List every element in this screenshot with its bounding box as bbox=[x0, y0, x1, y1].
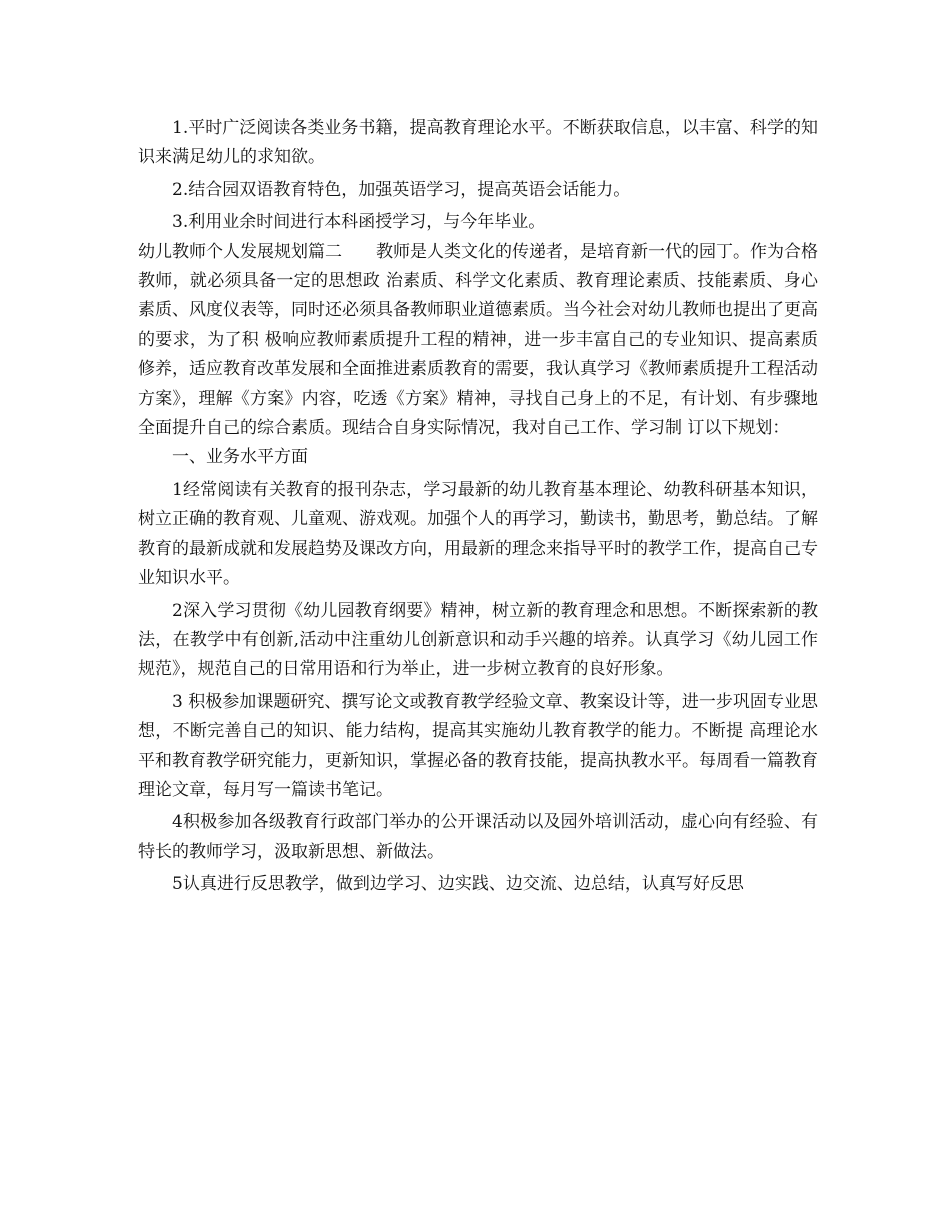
paragraph-4: 幼儿教师个人发展规划篇二 教师是人类文化的传递者，是培育新一代的园丁。作为合格教师，就必须具备一定的思想政 治素质、科学文化素质、教育理论素质、技能素质、身心素质、风度仪表等，同时还必须具备教师职业道德素质。当今社会对幼儿教师也提出了更高的要求，为了积 极响应教师素质提升工程的精神，进一步丰富自己的专业知识、提高素质修养，适应教育改革发展和全面推进素质教育的需要，我认真学习《教师素质提升工程活动 方案》，理解《方案》内容，吃透《方案》精神，寻找自己身上的不足，有计划、有步骤地全面提升自己的综合素质。现结合自身实际情况，我对自己工作、学习制 订以下规划： bbox=[138, 241, 818, 439]
paragraph-3: 3.利用业余时间进行本科函授学习，与今年毕业。 bbox=[172, 212, 546, 233]
paragraph-1: 1.平时广泛阅读各类业务书籍，提高教育理论水平。不断获取信息，以丰富、科学的知识来满足幼儿的求知欲。 bbox=[138, 118, 818, 168]
section-heading-business: 一、业务水平方面 bbox=[172, 447, 308, 468]
paragraph-2: 2.结合园双语教育特色，加强英语学习，提高英语会话能力。 bbox=[172, 179, 631, 200]
paragraph-8: 3 积极参加课题研究、撰写论文或教育教学经验文章、教案设计等，进一步巩固专业思想，不断完善自己的知识、能力结构，提高其实施幼儿教育教学的能力。不断提 高理论水平和教育教学研究能力，更新知识，掌握必备的教育技能，提高执教水平。每周看一篇教育理论文章，每月写一篇读书笔记。 bbox=[138, 691, 818, 800]
paragraph-7: 2深入学习贯彻《幼儿园教育纲要》精神，树立新的教育理念和思想。不断探索新的教法，在教学中有创新,活动中注重幼儿创新意识和动手兴趣的培养。认真学习《幼儿园工作规范》，规范自己的日常用语和行为举止，进一步树立教育的良好形象。 bbox=[138, 600, 818, 680]
paragraph-6: 1经常阅读有关教育的报刊杂志，学习最新的幼儿教育基本理论、幼教科研基本知识，树立正确的教育观、儿童观、游戏观。加强个人的再学习，勤读书，勤思考，勤总结。了解教育的最新成就和发展趋势及课改方向，用最新的理念来指导平时的教学工作，提高自己专业知识水平。 bbox=[138, 479, 818, 589]
document-body bbox=[138, 114, 818, 900]
paragraph-9: 4积极参加各级教育行政部门举办的公开课活动以及园外培训活动，虚心向有经验、有特长的教师学习，汲取新思想、新做法。 bbox=[138, 812, 818, 862]
paragraph-10: 5认真进行反思教学，做到边学习、边实践、边交流、边总结，认真写好反思 bbox=[172, 874, 744, 895]
